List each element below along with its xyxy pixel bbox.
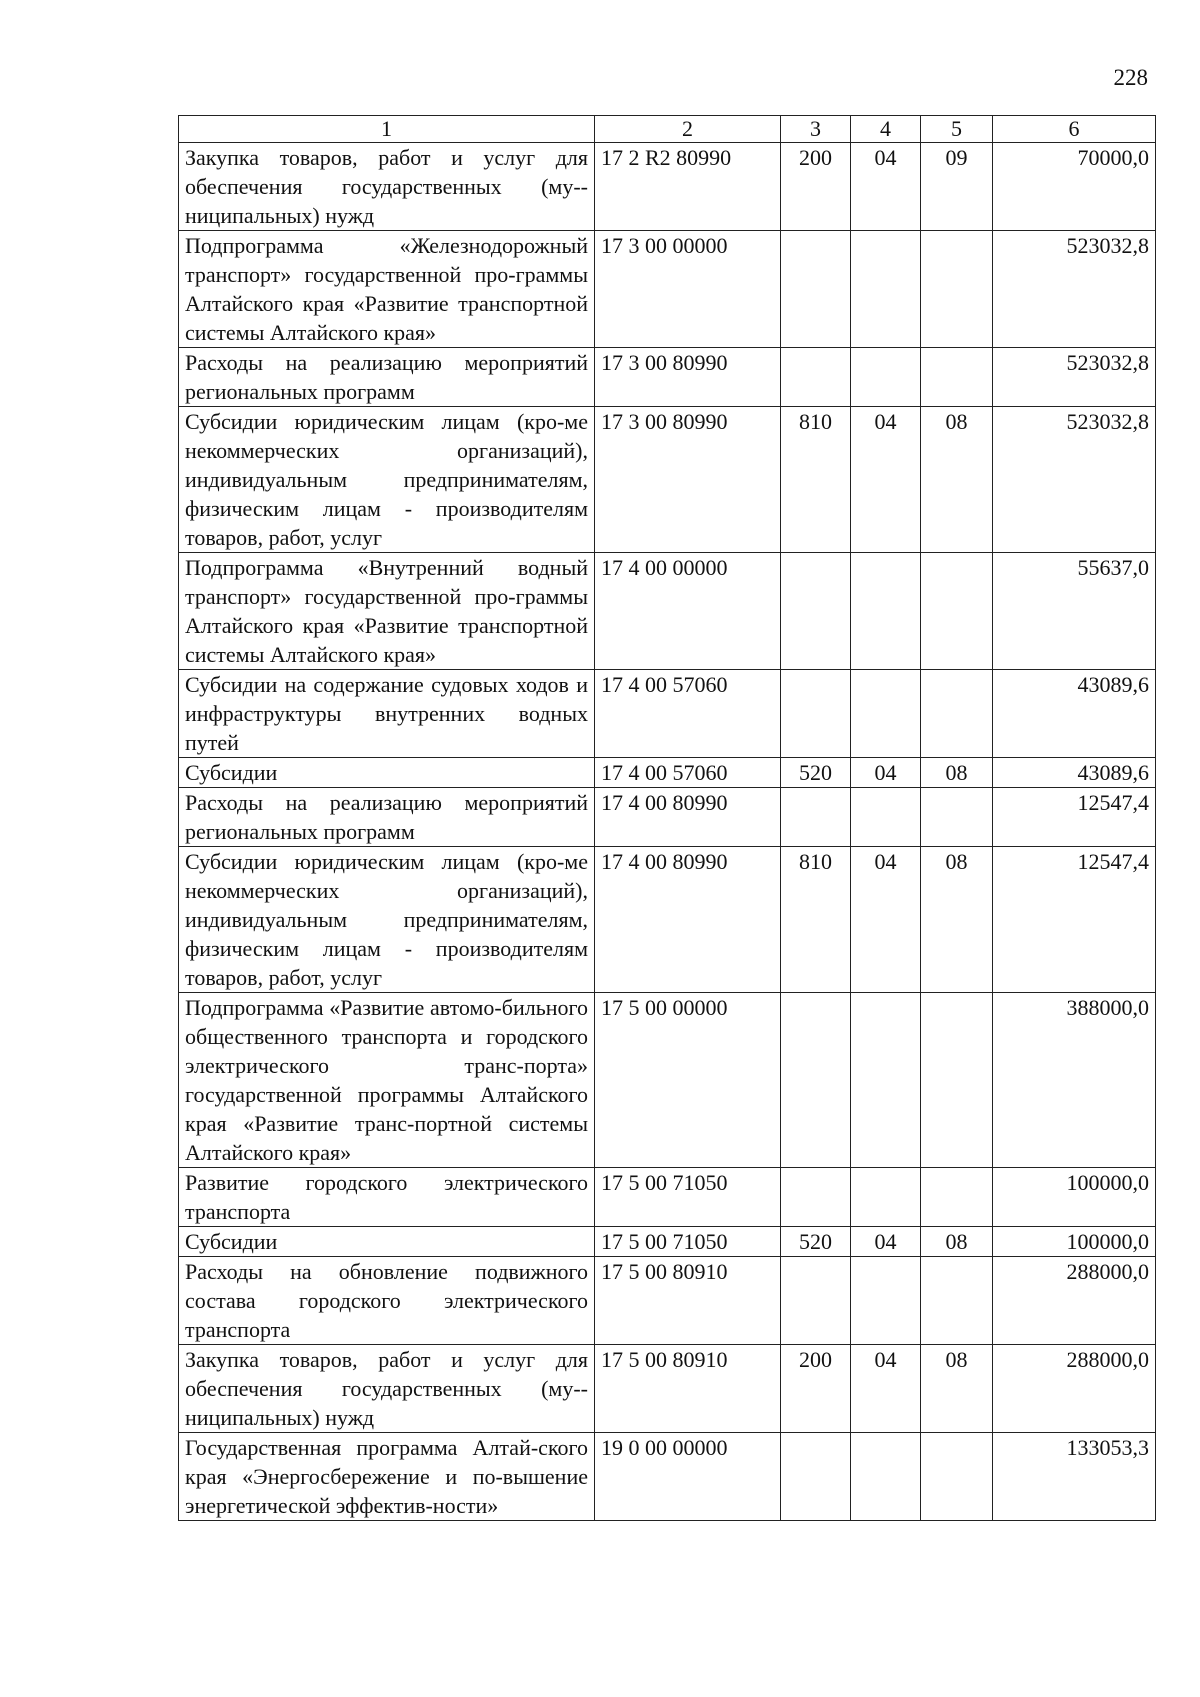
table-row: [179, 1168, 1156, 1227]
row-section-cell: 04: [851, 758, 921, 788]
row-subsection-cell: [921, 788, 993, 847]
row-name-cell: Развитие городского электрического транспорта: [179, 1168, 595, 1227]
row-subsection-cell: 08: [921, 407, 993, 553]
row-section-cell: 04: [851, 1227, 921, 1257]
row-subsection-cell: 08: [921, 758, 993, 788]
row-name-cell: Подпрограмма «Развитие автомо-бильного общественного транспорта и городского электрического транс-порта» государственной программы Алтайского края «Развитие транс-портной системы Алтайского края»: [179, 993, 595, 1168]
row-name-cell: Субсидии на содержание судовых ходов и инфраструктуры внутренних водных путей: [179, 670, 595, 758]
header-row: [179, 116, 1156, 143]
row-section-cell: [851, 1257, 921, 1345]
row-subsection-cell: [921, 231, 993, 348]
row-code-cell: 17 5 00 80910: [595, 1345, 781, 1433]
page-number: 228: [1113, 65, 1148, 90]
row-code-cell: 17 5 00 71050: [595, 1227, 781, 1257]
row-section-cell: [851, 348, 921, 407]
row-subsection-cell: [921, 1168, 993, 1227]
row-code-cell: 19 0 00 00000: [595, 1433, 781, 1521]
row-amount-cell: 288000,0: [993, 1257, 1156, 1345]
row-code-cell: 17 2 R2 80990: [595, 143, 781, 231]
row-subsection-cell: [921, 1257, 993, 1345]
row-subsection-cell: [921, 553, 993, 670]
row-name-cell: Подпрограмма «Железнодорожный транспорт» государственной про-граммы Алтайского края «Развитие транспортной системы Алтайского края»: [179, 231, 595, 348]
row-name-cell: Субсидии юридическим лицам (кро-ме некоммерческих организаций), индивидуальным предпринимателям, физическим лицам - производителям товаров, работ, услуг: [179, 407, 595, 553]
row-expense-type-cell: 200: [781, 143, 851, 231]
row-amount-cell: 12547,4: [993, 847, 1156, 993]
row-name-cell: Расходы на обновление подвижного состава городского электрического транспорта: [179, 1257, 595, 1345]
row-name-cell: Подпрограмма «Внутренний водный транспорт» государственной про-граммы Алтайского края «Развитие транспортной системы Алтайского края»: [179, 553, 595, 670]
row-subsection-cell: 09: [921, 143, 993, 231]
row-amount-cell: 70000,0: [993, 143, 1156, 231]
row-name-cell: Государственная программа Алтай-ского края «Энергосбережение и по-вышение энергетической эффектив-ности»: [179, 1433, 595, 1521]
row-expense-type-cell: 520: [781, 758, 851, 788]
header-cell-5: 5: [921, 116, 993, 143]
row-subsection-cell: 08: [921, 847, 993, 993]
header-cell-1: 1: [179, 116, 595, 143]
table-row: [179, 1257, 1156, 1345]
row-name-cell: Расходы на реализацию мероприятий региональных программ: [179, 788, 595, 847]
table-row: [179, 348, 1156, 407]
table-row: [179, 788, 1156, 847]
row-expense-type-cell: 810: [781, 407, 851, 553]
row-amount-cell: 43089,6: [993, 670, 1156, 758]
row-expense-type-cell: [781, 788, 851, 847]
row-subsection-cell: [921, 348, 993, 407]
table-row: [179, 1345, 1156, 1433]
row-code-cell: 17 3 00 80990: [595, 407, 781, 553]
row-expense-type-cell: [781, 670, 851, 758]
table-row: [179, 993, 1156, 1168]
row-name-cell: Субсидии: [179, 1227, 595, 1257]
row-amount-cell: 523032,8: [993, 407, 1156, 553]
row-amount-cell: 133053,3: [993, 1433, 1156, 1521]
row-name-cell: Субсидии юридическим лицам (кро-ме некоммерческих организаций), индивидуальным предпринимателям, физическим лицам - производителям товаров, работ, услуг: [179, 847, 595, 993]
row-section-cell: [851, 788, 921, 847]
budget-table: [178, 115, 1156, 1521]
row-code-cell: 17 4 00 57060: [595, 670, 781, 758]
row-amount-cell: 43089,6: [993, 758, 1156, 788]
table-row: [179, 670, 1156, 758]
row-subsection-cell: [921, 993, 993, 1168]
row-code-cell: 17 4 00 57060: [595, 758, 781, 788]
row-expense-type-cell: [781, 1168, 851, 1227]
header-cell-6: 6: [993, 116, 1156, 143]
row-section-cell: [851, 1433, 921, 1521]
row-expense-type-cell: [781, 1433, 851, 1521]
row-section-cell: 04: [851, 143, 921, 231]
table-row: [179, 758, 1156, 788]
row-amount-cell: 523032,8: [993, 231, 1156, 348]
row-code-cell: 17 5 00 00000: [595, 993, 781, 1168]
row-code-cell: 17 3 00 80990: [595, 348, 781, 407]
row-expense-type-cell: [781, 231, 851, 348]
table-row: [179, 407, 1156, 553]
row-expense-type-cell: [781, 1257, 851, 1345]
row-section-cell: [851, 670, 921, 758]
table-row: [179, 1227, 1156, 1257]
row-expense-type-cell: 520: [781, 1227, 851, 1257]
header-cell-2: 2: [595, 116, 781, 143]
row-code-cell: 17 4 00 80990: [595, 847, 781, 993]
row-section-cell: [851, 553, 921, 670]
row-amount-cell: 12547,4: [993, 788, 1156, 847]
row-section-cell: [851, 1168, 921, 1227]
row-name-cell: Закупка товаров, работ и услуг для обеспечения государственных (му-ниципальных) нужд: [179, 1345, 595, 1433]
row-section-cell: 04: [851, 847, 921, 993]
row-code-cell: 17 3 00 00000: [595, 231, 781, 348]
row-amount-cell: 288000,0: [993, 1345, 1156, 1433]
row-amount-cell: 388000,0: [993, 993, 1156, 1168]
table-row: [179, 847, 1156, 993]
table-row: [179, 231, 1156, 348]
row-code-cell: 17 5 00 80910: [595, 1257, 781, 1345]
header-cell-4: 4: [851, 116, 921, 143]
row-section-cell: 04: [851, 407, 921, 553]
row-subsection-cell: [921, 670, 993, 758]
table-row: [179, 143, 1156, 231]
row-expense-type-cell: 810: [781, 847, 851, 993]
row-amount-cell: 523032,8: [993, 348, 1156, 407]
row-amount-cell: 55637,0: [993, 553, 1156, 670]
row-code-cell: 17 4 00 00000: [595, 553, 781, 670]
row-expense-type-cell: [781, 993, 851, 1168]
table-row: [179, 1433, 1156, 1521]
table-row: [179, 553, 1156, 670]
row-code-cell: 17 4 00 80990: [595, 788, 781, 847]
row-amount-cell: 100000,0: [993, 1168, 1156, 1227]
header-cell-3: 3: [781, 116, 851, 143]
row-name-cell: Расходы на реализацию мероприятий региональных программ: [179, 348, 595, 407]
row-code-cell: 17 5 00 71050: [595, 1168, 781, 1227]
row-name-cell: Субсидии: [179, 758, 595, 788]
row-amount-cell: 100000,0: [993, 1227, 1156, 1257]
row-expense-type-cell: 200: [781, 1345, 851, 1433]
row-expense-type-cell: [781, 553, 851, 670]
row-section-cell: 04: [851, 1345, 921, 1433]
row-subsection-cell: 08: [921, 1227, 993, 1257]
row-subsection-cell: [921, 1433, 993, 1521]
row-expense-type-cell: [781, 348, 851, 407]
row-name-cell: Закупка товаров, работ и услуг для обеспечения государственных (му-ниципальных) нужд: [179, 143, 595, 231]
row-section-cell: [851, 993, 921, 1168]
row-subsection-cell: 08: [921, 1345, 993, 1433]
row-section-cell: [851, 231, 921, 348]
table-body: [179, 143, 1156, 1521]
